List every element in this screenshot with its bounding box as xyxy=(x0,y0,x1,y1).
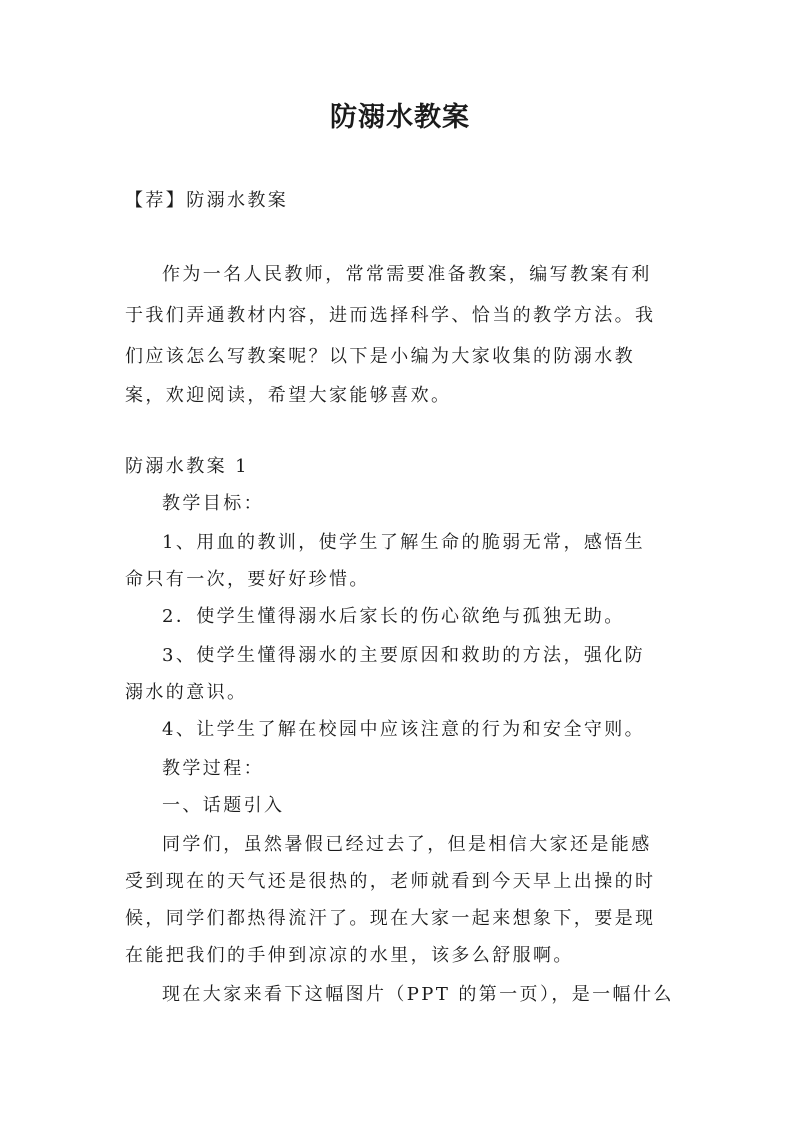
step-1-line-1: 同学们，虽然暑假已经过去了，但是相信大家还是能感 xyxy=(162,834,652,855)
document-title: 防溺水教案 xyxy=(330,102,470,133)
document-subtitle: 【荐】防溺水教案 xyxy=(125,190,289,211)
goal-1-line-1: 1、用血的教训，使学生了解生命的脆弱无常，感悟生 xyxy=(162,532,646,553)
goal-2: 2．使学生懂得溺水后家长的伤心欲绝与孤独无助。 xyxy=(162,606,625,627)
step-1-line-3: 候，同学们都热得流汗了。现在大家一起来想象下，要是现 xyxy=(125,908,656,929)
goal-3-line-2: 溺水的意识。 xyxy=(125,682,248,703)
step-1-line-2: 受到现在的天气还是很热的，老师就看到今天早上出操的时 xyxy=(125,871,656,892)
step-1-para-2-line-1: 现在大家来看下这幅图片（PPT 的第一页），是一幅什么 xyxy=(162,984,674,1005)
intro-line-3: 们应该怎么写教案呢？以下是小编为大家收集的防溺水教 xyxy=(125,346,635,367)
section-heading: 防溺水教案 1 xyxy=(125,456,249,477)
process-heading: 教学过程： xyxy=(162,758,264,779)
intro-line-2: 于我们弄通教材内容，进而选择科学、恰当的教学方法。我 xyxy=(125,305,656,326)
step-1-heading: 一、话题引入 xyxy=(162,795,285,816)
goals-heading: 教学目标： xyxy=(162,493,264,514)
intro-line-1: 作为一名人民教师，常常需要准备教案，编写教案有利 xyxy=(162,264,652,285)
goal-3-line-1: 3、使学生懂得溺水的主要原因和救助的方法，强化防 xyxy=(162,645,646,666)
goal-4: 4、让学生了解在校园中应该注意的行为和安全守则。 xyxy=(162,719,646,740)
goal-1-line-2: 命只有一次，要好好珍惜。 xyxy=(125,569,370,590)
step-1-line-4: 在能把我们的手伸到凉凉的水里，该多么舒服啊。 xyxy=(125,945,574,966)
intro-line-4: 案，欢迎阅读，希望大家能够喜欢。 xyxy=(125,385,452,406)
